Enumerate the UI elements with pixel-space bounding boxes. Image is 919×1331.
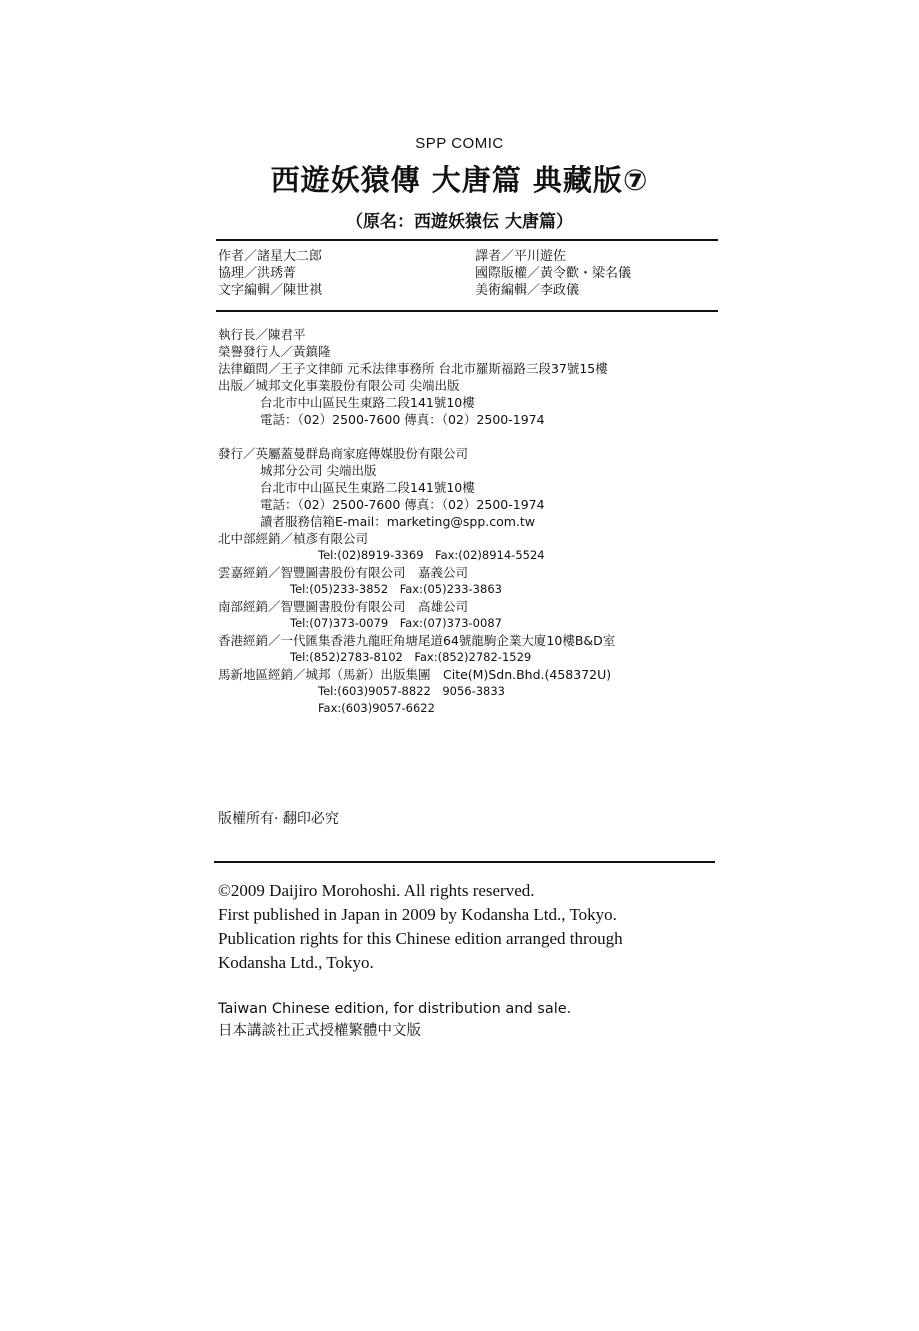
ceo-line: 執行長／陳君平 xyxy=(218,327,306,342)
credits-row xyxy=(218,248,718,265)
rights-credit: 國際版權／黃令歡・梁名儀 xyxy=(475,266,632,281)
original-title: （原名：西遊妖猿伝 大唐篇） xyxy=(346,212,573,232)
edition-block xyxy=(218,998,571,1042)
malaysia-distributor: 馬新地區經銷／城邦（馬新）出版集團 Cite(M)Sdn.Bhd.(458372U) xyxy=(218,667,612,682)
rights-notice: 版權所有· 翻印必究 xyxy=(218,811,339,827)
distributor-line: 發行／英屬蓋曼群島商家庭傳媒股份有限公司 xyxy=(218,446,469,461)
south-distributor: 南部經銷／智豐圖書股份有限公司 高雄公司 xyxy=(218,599,469,614)
north-distributor: 北中部經銷／楨彥有限公司 xyxy=(218,531,369,546)
series-label: SPP COMIC xyxy=(415,135,504,152)
honorary-publisher-line: 榮譽發行人／黃鎮隆 xyxy=(218,344,331,359)
legal-counsel-line: 法律顧問／王子文律師 元禾法律事務所 台北市羅斯福路三段37號15樓 xyxy=(218,361,608,376)
text-editor-credit: 文字編輯／陳世祺 xyxy=(218,283,323,298)
reader-service-email: 讀者服務信箱E-mail：marketing@spp.com.tw xyxy=(260,514,536,529)
yunchia-distributor: 雲嘉經銷／智豐圖書股份有限公司 嘉義公司 xyxy=(218,565,469,580)
publisher-line: 出版／城邦文化事業股份有限公司 尖端出版 xyxy=(218,378,460,393)
hongkong-distributor-contact: Tel:(852)2783-8102 Fax:(852)2782-1529 xyxy=(290,650,532,664)
publisher-name-line: Kodansha Ltd., Tokyo. xyxy=(218,953,374,972)
publisher-phone: 電話：（02）2500-7600 傳真：（02）2500-1974 xyxy=(260,412,545,427)
divider-top xyxy=(216,239,718,241)
divider-middle xyxy=(216,310,718,312)
yunchia-distributor-contact: Tel:(05)233-3852 Fax:(05)233-3863 xyxy=(290,582,502,596)
assistant-editor-credit: 協理／洪琇菁 xyxy=(218,266,297,281)
copyright-block xyxy=(218,879,623,975)
translator-credit: 譯者／平川遊佐 xyxy=(475,249,567,264)
book-title: 西遊妖猿傳 大唐篇 典藏版⑦ xyxy=(270,163,649,197)
hongkong-distributor: 香港經銷／一代匯集香港九龍旺角塘尾道64號龍駒企業大廈10樓B&D室 xyxy=(218,633,616,648)
art-editor-credit: 美術編輯／李政儀 xyxy=(475,283,580,298)
author-credit: 作者／諸星大二郎 xyxy=(218,249,323,264)
distributor-branch: 城邦分公司 尖端出版 xyxy=(260,463,377,478)
divider-bottom xyxy=(214,861,715,863)
credits-row xyxy=(218,282,718,299)
distribution-block xyxy=(218,445,615,717)
credits-block xyxy=(218,248,718,299)
edition-line-zh: 日本講談社正式授權繁體中文版 xyxy=(218,1023,421,1039)
south-distributor-contact: Tel:(07)373-0079 Fax:(07)373-0087 xyxy=(290,616,502,630)
distributor-address: 台北市中山區民生東路二段141號10樓 xyxy=(260,480,475,495)
malaysia-distributor-tel: Tel:(603)9057-8822 9056-3833 xyxy=(318,684,506,698)
north-distributor-contact: Tel:(02)8919-3369 Fax:(02)8914-5524 xyxy=(318,548,545,562)
publication-rights-line: Publication rights for this Chinese edition arranged through xyxy=(218,929,623,948)
publisher-block xyxy=(218,326,608,428)
distributor-phone: 電話：（02）2500-7600 傳真：（02）2500-1974 xyxy=(260,497,545,512)
first-published-line: First published in Japan in 2009 by Kodansha Ltd., Tokyo. xyxy=(218,905,617,924)
publisher-address: 台北市中山區民生東路二段141號10樓 xyxy=(260,395,475,410)
copyright-line: ©2009 Daijiro Morohoshi. All rights reserved. xyxy=(218,881,535,900)
malaysia-distributor-fax: Fax:(603)9057-6622 xyxy=(318,701,435,715)
edition-line-en: Taiwan Chinese edition, for distribution and sale. xyxy=(218,1001,572,1017)
credits-row xyxy=(218,265,718,282)
